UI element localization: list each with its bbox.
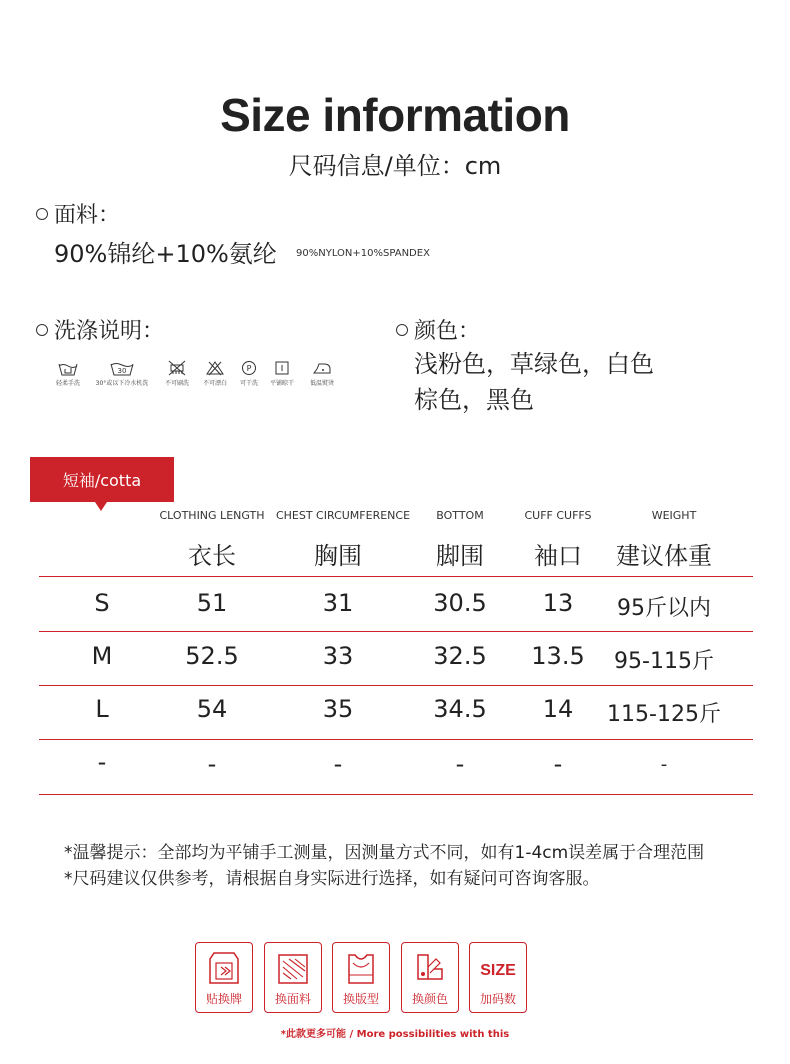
size-add-icon (476, 949, 520, 989)
cell-size: L (95, 695, 109, 723)
cell-length: 52.5 (185, 642, 239, 670)
wash-item-iron (304, 360, 340, 387)
tag-swap-icon (202, 949, 246, 989)
col-header-cn: 衣长 (188, 542, 236, 570)
cell-chest: 31 (322, 589, 354, 617)
cell-bottom: - (455, 750, 465, 778)
wash-label: 不可漂白 (202, 380, 227, 387)
cell-size: - (97, 748, 107, 776)
cell-bottom: 34.5 (433, 695, 487, 723)
cell-length: - (207, 750, 217, 778)
cell-cuff: 14 (542, 695, 574, 723)
pattern-swap-label: 换版型 (342, 992, 379, 1006)
fabric-swap-button[interactable] (264, 942, 322, 1013)
colors-heading-label: 颜色： (414, 319, 481, 344)
fabric-swap-label: 换面料 (274, 992, 311, 1006)
fabric-value-cn: 90%锦纶+10%氨纶 (54, 240, 277, 268)
col-header-en: CLOTHING LENGTH (159, 509, 265, 522)
svg-text:P: P (246, 364, 252, 373)
wash-icons-row (48, 360, 348, 396)
col-header-en: CHEST CIRCUMFERENCE (275, 509, 411, 522)
col-header-en: BOTTOM (436, 509, 484, 522)
col-header-cn: 脚围 (436, 542, 484, 570)
color-swap-label: 换颜色 (411, 992, 448, 1006)
hand-wash-icon (57, 360, 79, 376)
wash-item-dryclean (234, 360, 264, 387)
category-tag: 短袖/cotta (30, 457, 174, 502)
wash-label: 轻柔手洗 (55, 380, 80, 387)
col-header-en: WEIGHT (651, 509, 697, 522)
wash-item-bleach (198, 360, 232, 387)
table-rule (39, 685, 753, 686)
table-rule (39, 794, 753, 795)
tag-swap-button[interactable] (195, 942, 253, 1013)
note-line-2: *尺码建议仅供参考，请根据自身实际进行选择，如有疑问可咨询客服。 (64, 869, 600, 889)
wash-item-30 (90, 360, 154, 387)
washing-heading (36, 314, 164, 345)
cell-size: M (91, 642, 113, 670)
colors-line-2: 棕色，黑色 (414, 386, 534, 414)
pattern-swap-icon (339, 949, 383, 989)
cell-length: 54 (196, 695, 228, 723)
cell-bottom: 30.5 (433, 589, 487, 617)
size-add-button[interactable] (469, 942, 527, 1013)
col-header-cn: 胸围 (314, 542, 362, 570)
low-iron-icon (312, 360, 332, 376)
table-rule (39, 576, 753, 577)
svg-text:SIZE: SIZE (480, 962, 516, 979)
colors-list (414, 346, 654, 418)
cell-size: S (94, 589, 110, 617)
fabric-heading-label: 面料： (54, 203, 121, 228)
size-add-label: 加码数 (479, 992, 516, 1006)
color-swap-icon (408, 949, 452, 989)
note-line-1: *温馨提示：全部均为平铺手工测量，因测量方式不同，如有1-4cm误差属于合理范围 (64, 843, 705, 863)
cell-chest: 35 (322, 695, 354, 723)
line-dry-icon (274, 360, 290, 376)
tag-swap-label: 贴换牌 (205, 992, 242, 1006)
cell-cuff: - (553, 750, 563, 778)
page-title: Size information (220, 89, 570, 141)
wash-item-linedry (266, 360, 298, 387)
svg-text:30: 30 (117, 367, 127, 375)
colors-line-1: 浅粉色，草绿色，白色 (414, 350, 654, 378)
fabric-heading (36, 198, 120, 229)
fabric-swap-icon (271, 949, 315, 989)
cell-cuff: 13.5 (531, 642, 585, 670)
page-subtitle: 尺码信息/单位：cm (288, 152, 502, 180)
wash-item-hand (53, 360, 83, 387)
bullet-ring-icon (396, 324, 408, 336)
table-rule (39, 631, 753, 632)
wash-30-icon (109, 360, 135, 376)
cell-bottom: 32.5 (433, 642, 487, 670)
col-header-cn: 袖口 (534, 542, 582, 570)
no-brush-icon (166, 360, 188, 376)
wash-label: 不可刷洗 (164, 380, 189, 387)
dry-clean-icon (241, 360, 257, 376)
wash-label: 30°或以下冷水机洗 (95, 380, 149, 387)
col-header-en: CUFF CUFFS (524, 509, 592, 522)
cell-chest: 33 (322, 642, 354, 670)
cell-length: 51 (196, 589, 228, 617)
no-bleach-icon (205, 360, 225, 376)
bullet-ring-icon (36, 324, 48, 336)
bullet-ring-icon (36, 208, 48, 220)
services-footer: *此款更多可能 / More possibilities with this (280, 1029, 510, 1040)
wash-label: 低温熨烫 (309, 380, 334, 387)
table-rule (39, 739, 753, 740)
cell-weight: 95斤以内 (617, 596, 711, 621)
colors-heading (396, 314, 480, 345)
wash-item-brush (160, 360, 194, 387)
washing-heading-label: 洗涤说明： (54, 319, 165, 344)
fabric-value-en: 90%NYLON+10%SPANDEX (296, 248, 430, 259)
wash-label: 可干洗 (239, 380, 258, 387)
pattern-swap-button[interactable] (332, 942, 390, 1013)
cell-weight: - (660, 754, 668, 775)
tag-arrow-icon (95, 502, 107, 511)
color-swap-button[interactable] (401, 942, 459, 1013)
cell-weight: 115-125斤 (607, 702, 721, 727)
wash-label: 平铺晾干 (269, 380, 294, 387)
cell-chest: - (333, 750, 343, 778)
cell-cuff: 13 (542, 589, 574, 617)
col-header-cn: 建议体重 (616, 542, 712, 570)
cell-weight: 95-115斤 (614, 649, 714, 674)
